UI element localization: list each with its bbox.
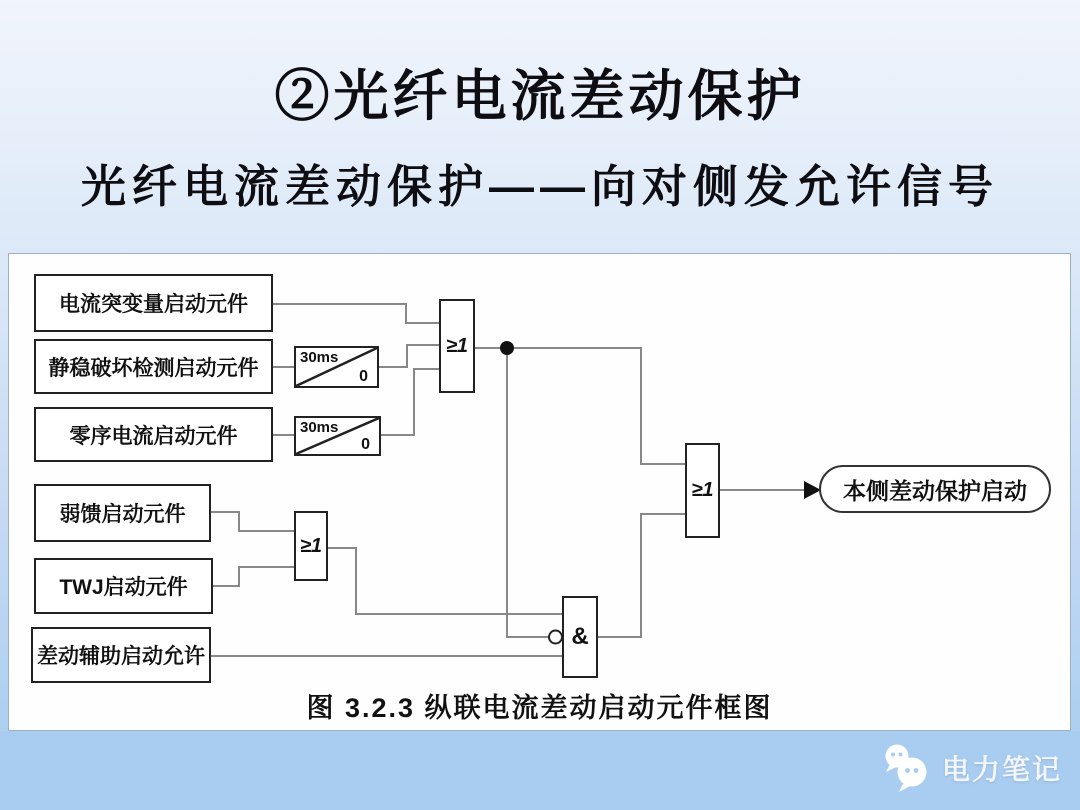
input-box-label: 弱馈启动元件 (59, 503, 186, 526)
input-box-weak-feed (34, 484, 211, 542)
input-box-static-stability (34, 339, 273, 394)
input-box-label: 静稳破坏检测启动元件 (48, 356, 259, 380)
output-label: 本侧差动保护启动 (843, 477, 1027, 504)
input-box-label: 零序电流启动元件 (69, 424, 238, 448)
wechat-icon (882, 743, 930, 793)
input-box-diff-auxiliary (31, 627, 211, 683)
figure-caption: 图 3.2.3 纵联电流差动启动元件框图 (306, 693, 773, 723)
timer-return-value: 0 (359, 368, 368, 385)
timer-block-1 (294, 346, 379, 388)
slide-title: ②光纤电流差动保护 (274, 65, 806, 127)
or-gate-top (439, 299, 475, 393)
wire-or2-to-and (328, 548, 562, 614)
wire-current-surge-to-or1 (273, 304, 439, 323)
and-gate-label: & (571, 623, 589, 650)
input-box-zero-sequence (34, 407, 273, 462)
invert-bubble (549, 631, 562, 644)
and-gate (562, 596, 598, 678)
wire-junction-to-and (507, 348, 549, 637)
input-box-twj (34, 558, 213, 614)
wire-twj-to-or2 (213, 567, 294, 586)
input-box-label: TWJ启动元件 (59, 576, 188, 599)
junction-dot (500, 341, 514, 355)
wire-timer2-to-or1 (381, 369, 439, 435)
wire-and-to-or3 (598, 514, 685, 637)
input-box-label: 电流突变量启动元件 (59, 293, 248, 316)
footer-strip (0, 731, 1080, 810)
input-box-label: 差动辅助启动允许 (37, 645, 205, 668)
timer-return-value: 0 (361, 436, 370, 453)
diagram-panel (8, 253, 1071, 731)
or-gate-label: ≥1 (299, 534, 323, 557)
slide-subtitle: 光纤电流差动保护——向对侧发允许信号 (80, 161, 999, 212)
brand-name: 电力笔记 (941, 754, 1062, 785)
timer-delay-value: 30ms (300, 349, 339, 366)
or-gate-output (685, 443, 720, 538)
brand-badge (882, 743, 1062, 793)
output-pill (819, 465, 1051, 513)
wire-timer1-to-or1 (379, 345, 439, 367)
timer-delay-value: 30ms (300, 419, 339, 436)
input-box-current-surge (34, 274, 273, 332)
or-gate-label: ≥1 (445, 334, 469, 357)
or-gate-weakfeed (294, 511, 328, 581)
wire-weakfeed-to-or2 (211, 512, 294, 531)
timer-block-2 (294, 416, 381, 456)
or-gate-label: ≥1 (691, 479, 714, 501)
